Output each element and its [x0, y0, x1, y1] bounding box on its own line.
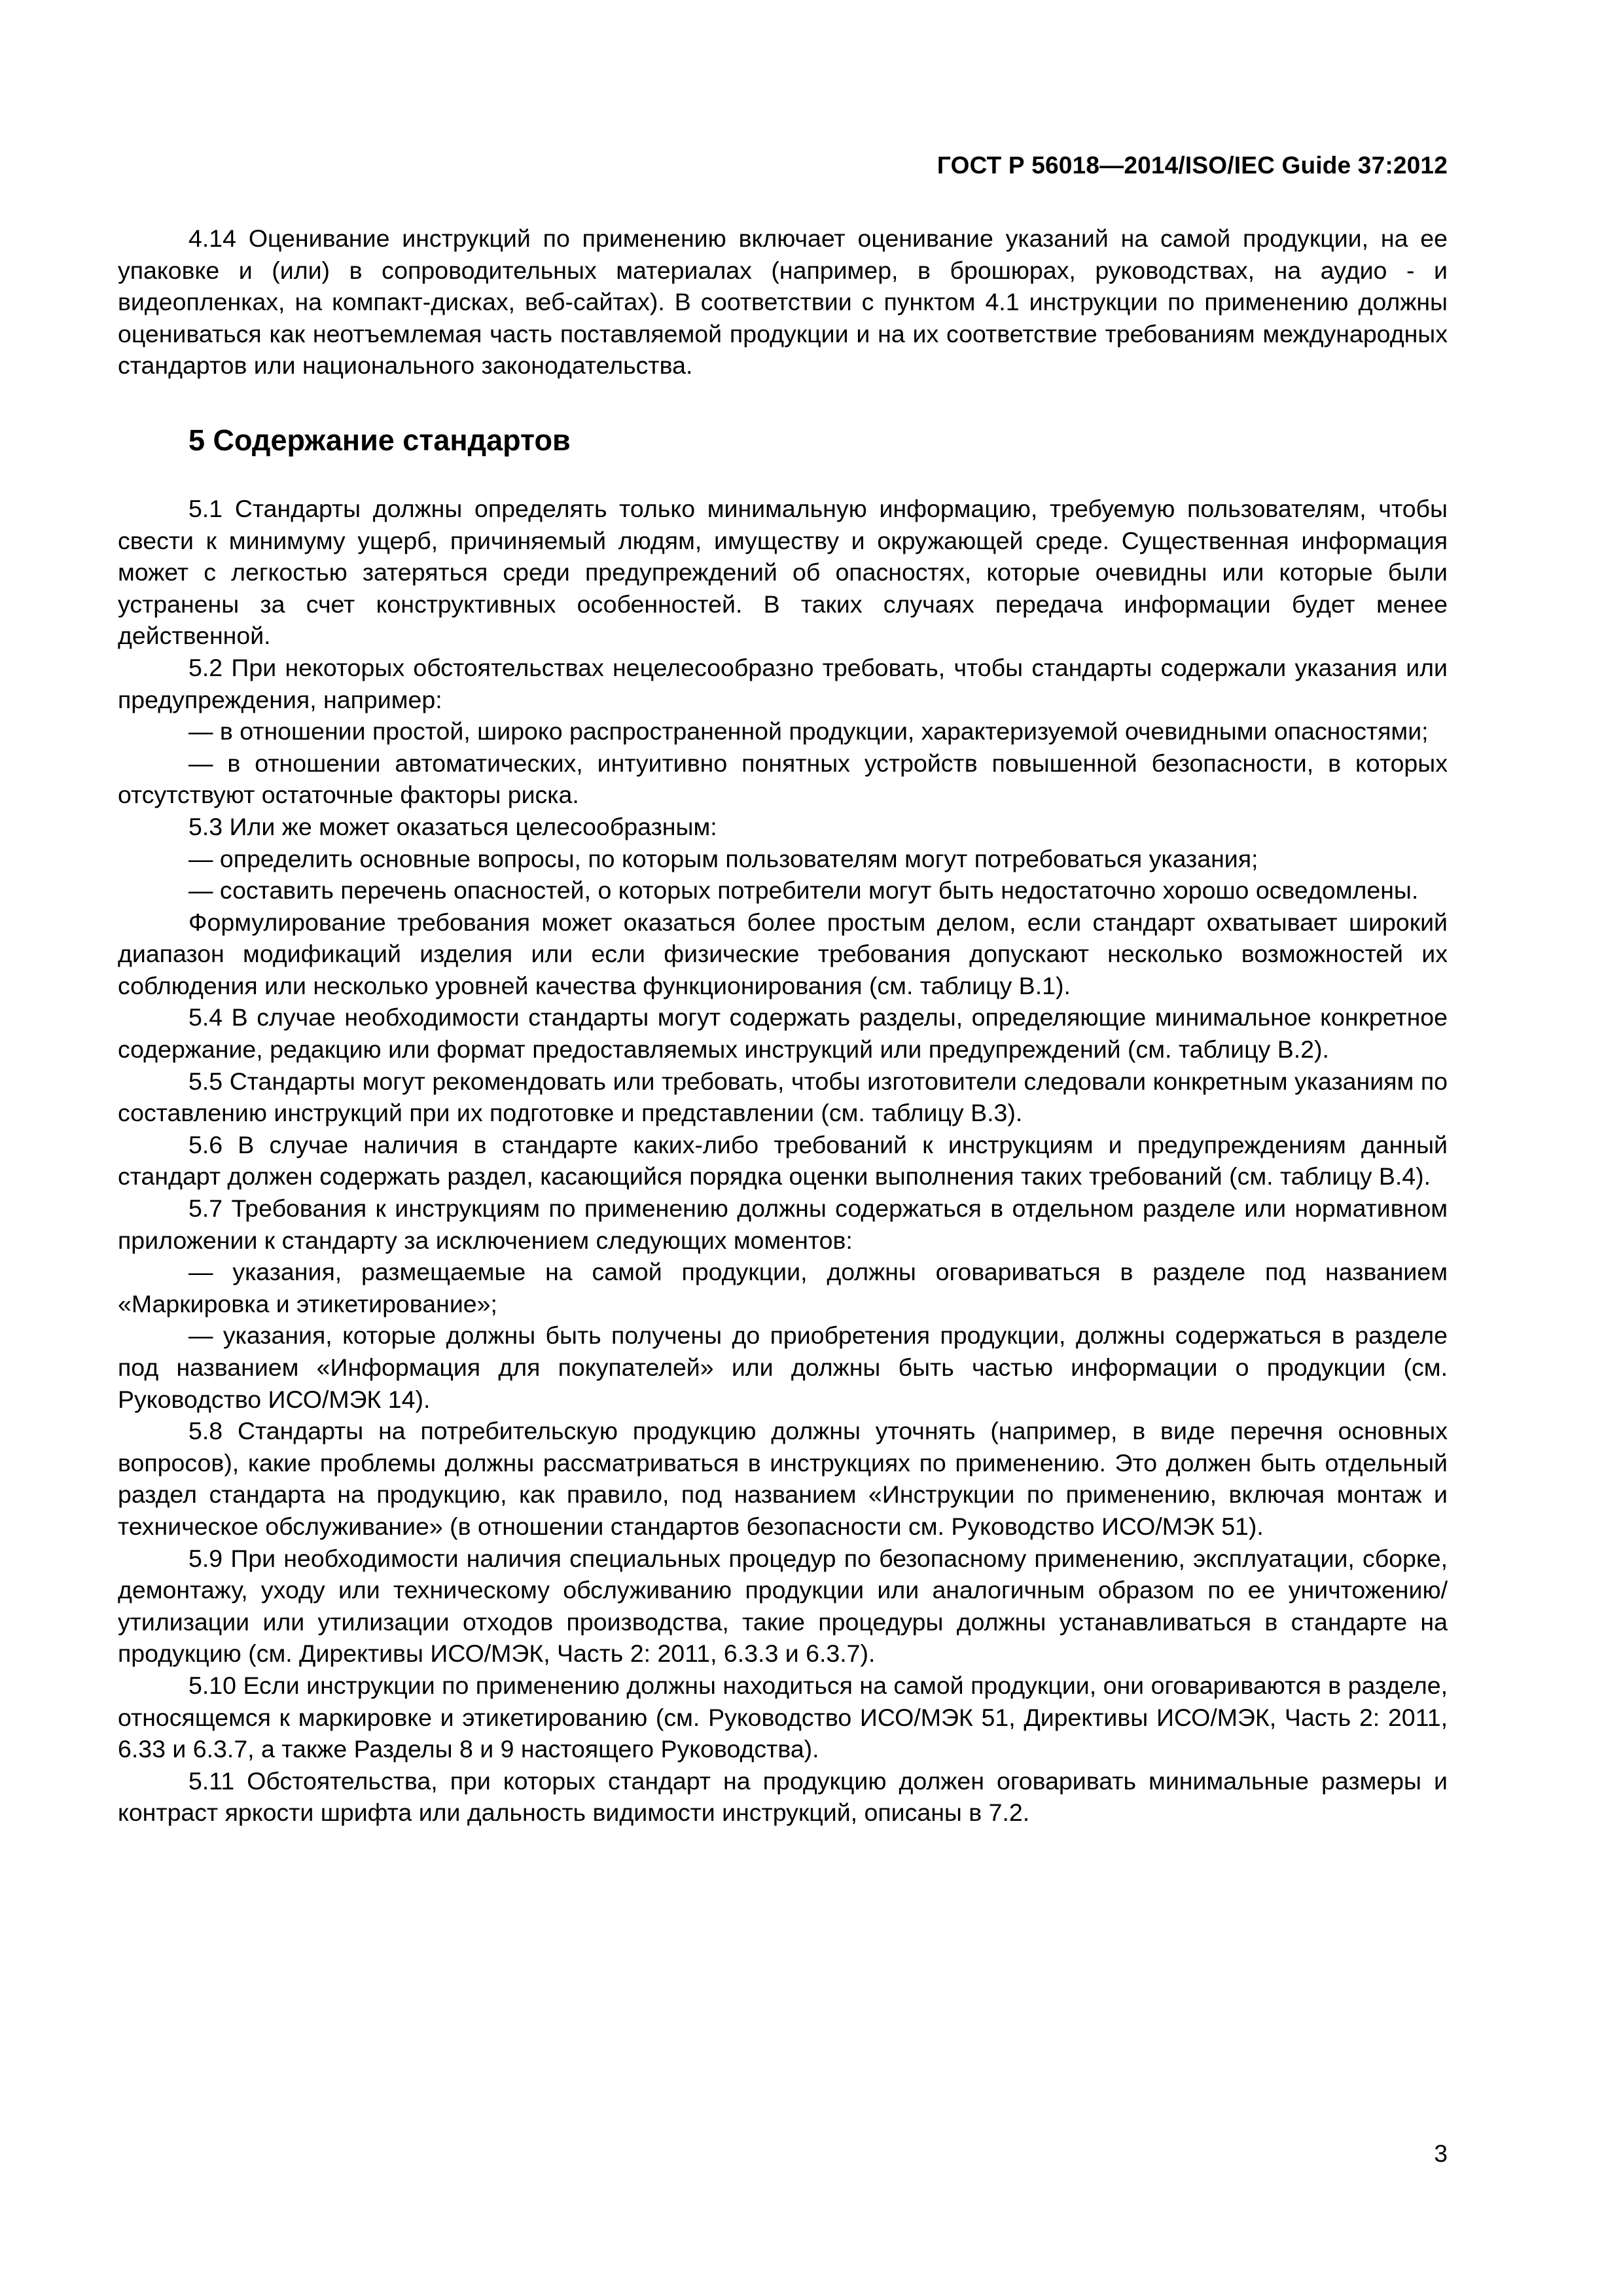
paragraph-5-4: 5.4 В случае необходимости стандарты могут содержать разделы, определяющие минимальное конкретное содержание, редакцию или формат предоставляемых инструкций или предупреждений (см. таблицу В.2).: [118, 1003, 1448, 1064]
paragraph-5-9: 5.9 При необходимости наличия специальных процедур по безопасному применению, эксплуатации, сборке, демонтажу, уходу или техническому обслуживанию продукции или аналогичным образом по ее уничтожению/утилизации или утилизации отходов производства, такие процедуры должны устанавливаться в стандарте на продукцию (см. Директивы ИСО/МЭК, Часть 2: 2011, 6.3.3 и 6.3.7).: [118, 1544, 1448, 1668]
list-item-5-3-b: — составить перечень опасностей, о которых потребители могут быть недостаточно хорошо осведомлены.: [188, 876, 1419, 905]
paragraph-5-11: 5.11 Обстоятельства, при которых стандарт на продукцию должен оговаривать минимальные размеры и контраст яркости шрифта или дальность видимости инструкций, описаны в 7.2.: [118, 1767, 1448, 1827]
list-item-5-3-a: — определить основные вопросы, по которым пользователям могут потребоваться указания;: [188, 844, 1258, 872]
list-item-5-7-a: — указания, размещаемые на самой продукции, должны оговариваться в разделе под названием «Маркировка и этикетирование»;: [118, 1258, 1448, 1318]
paragraph-5-2: 5.2 При некоторых обстоятельствах нецелесообразно требовать, чтобы стандарты содержали указания или предупреждения, например:: [118, 653, 1448, 713]
paragraph-5-1: 5.1 Стандарты должны определять только минимальную информацию, требуемую пользователям, чтобы свести к минимуму ущерб, причиняемый людям, имуществу и окружающей среде. Существенная информация может с легкостью затеряться среди предупреждений об опасностях, которые очевидны или которые были устранены за счет конструктивных особенностей. В таких случаях передача информации будет менее действенной.: [118, 494, 1448, 650]
document-header-id: ГОСТ Р 56018—2014/ISO/IEC Guide 37:2012: [936, 152, 1448, 179]
section-5-title: 5 Содержание стандартов: [188, 423, 571, 457]
paragraph-5-3: 5.3 Или же может оказаться целесообразным:: [188, 812, 717, 840]
paragraph-5-3-continuation: Формулирование требования может оказаться более простым делом, если стандарт охватывает широкий диапазон модификаций изделия или если физические требования допускают несколько возможностей их соблюдения или несколько уровней качества функционирования (см. таблицу В.1).: [118, 908, 1448, 999]
paragraph-5-5: 5.5 Стандарты могут рекомендовать или требовать, чтобы изготовители следовали конкретным указаниям по составлению инструкций при их подготовке и представлении (см. таблицу В.3).: [118, 1067, 1448, 1127]
document-body: [118, 223, 1448, 1829]
list-item-5-2-a: — в отношении простой, широко распространенной продукции, характеризуемой очевидными опасностями;: [188, 717, 1429, 745]
paragraph-5-7: 5.7 Требования к инструкциям по применению должны содержаться в отдельном разделе или нормативном приложении к стандарту за исключением следующих моментов:: [118, 1194, 1448, 1254]
list-item-5-7-b: — указания, которые должны быть получены до приобретения продукции, должны содержаться в разделе под названием «Информация для покупателей» или должны быть частью информации о продукции (см. Руководство ИСО/МЭК 14).: [118, 1321, 1448, 1413]
paragraph-5-8: 5.8 Стандарты на потребительскую продукцию должны уточнять (например, в виде перечня основных вопросов), какие проблемы должны рассматриваться в инструкциях по применению. Это должен быть отдельный раздел стандарта на продукцию, как правило, под названием «Инструкции по применению, включая монтаж и техническое обслуживание» (в отношении стандартов безопасности см. Руководство ИСО/МЭК 51).: [118, 1417, 1448, 1540]
paragraph-5-6: 5.6 В случае наличия в стандарте каких-либо требований к инструкциям и предупреждениям данный стандарт должен содержать раздел, касающийся порядка оценки выполнения таких требований (см. таблицу В.4).: [118, 1130, 1448, 1191]
paragraph-4-14: 4.14 Оценивание инструкций по применению включает оценивание указаний на самой продукции, на ее упаковке и (или) в сопроводительных материалах (например, в брошюрах, руководствах, на аудио - и видеопленках, на компакт-дисках, веб-сайтах). В соответствии с пунктом 4.1 инструкции по применению должны оцениваться как неотъемлемая часть поставляемой продукции и на их соответствие требованиям международных стандартов или национального законодательства.: [118, 224, 1448, 380]
list-item-5-2-b: — в отношении автоматических, интуитивно понятных устройств повышенной безопасности, в которых отсутствуют остаточные факторы риска.: [118, 749, 1448, 809]
page-number: 3: [1434, 2140, 1448, 2167]
paragraph-5-10: 5.10 Если инструкции по применению должны находиться на самой продукции, они оговариваются в разделе, относящемся к маркировке и этикетированию (см. Руководство ИСО/МЭК 51, Директивы ИСО/МЭК, Часть 2: 2011, 6.33 и 6.3.7, а также Разделы 8 и 9 настоящего Руководства).: [118, 1671, 1448, 1763]
